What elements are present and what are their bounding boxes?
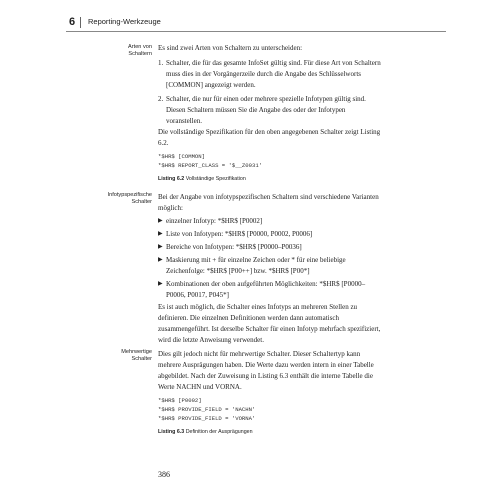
spec-paragraph: Die vollständige Spezifikation für den oben angegebenen Schalter zeigt Listing 6.2. bbox=[158, 128, 381, 147]
merge-paragraph: Es ist auch möglich, die Schalter eines Infotyps an mehreren Stellen zu definieren. Die einzelnen Definitionen werden dann automatisch zusammengeführt. Ist derselbe Schalter für einen Infotyp mehrfach spezifiziert, wird die letzte Anweisung verwendet. bbox=[158, 303, 381, 344]
item-text: Schalter, die nur für einen oder mehrere spezielle Infotypen gültig sind. Diesen Schaltern müssen Sie die Angabe des oder der Infotypen voranstellen. bbox=[166, 95, 366, 125]
infotyp-paragraph: Bei der Angabe von infotypspezifischen Schaltern sind verschiedene Varianten möglich: bbox=[158, 193, 379, 212]
bullet-text: einzelner Infotyp: *$HR$ [P0002] bbox=[166, 217, 263, 225]
margin-note-mehrwertig: Mehrwertige Schalter bbox=[121, 349, 152, 362]
caption-label: Listing 6.2 bbox=[158, 176, 185, 182]
margin-note-arten: Arten von Schaltern bbox=[128, 44, 152, 57]
margin-note-infotyp: Infotypspezifische Schalter bbox=[107, 192, 152, 205]
item-text: Schalter, die für das gesamte InfoSet gültig sind. Für diese Art von Schaltern muss dies in der Vorgängerzeile durch die Angabe des Schlüsselworts [COMMON] angezeigt werden. bbox=[166, 59, 381, 89]
code-listing-6-3 bbox=[158, 396, 255, 423]
code-line: *$HR$ PROVIDE_FIELD = 'NACHN' bbox=[158, 406, 256, 413]
listing-caption-6-3 bbox=[158, 429, 253, 435]
bullet-icon: ▶ bbox=[158, 257, 163, 263]
code-line: *$HR$ [COMMON] bbox=[158, 153, 205, 160]
listing-caption-6-2 bbox=[158, 176, 246, 182]
code-line: *$HR$ [P0002] bbox=[158, 397, 202, 404]
bullet-icon: ▶ bbox=[158, 244, 163, 250]
code-line: *$HR$ REPORT_CLASS = '$__Z0031' bbox=[158, 162, 263, 169]
chapter-title: Reporting-Werkzeuge bbox=[88, 17, 161, 26]
bullet-icon: ▶ bbox=[158, 218, 163, 224]
intro-paragraph: Es sind zwei Arten von Schaltern zu unterscheiden: bbox=[158, 44, 303, 52]
bullet-text: Kombinationen der oben aufgeführten Möglichkeiten: *$HR$ [P0000–P0006, P0017, P045*] bbox=[166, 280, 366, 299]
bullet-text: Bereiche von Infotypen: *$HR$ [P0000–P0036] bbox=[166, 243, 302, 251]
caption-label: Listing 6.3 bbox=[158, 429, 185, 435]
header-rule bbox=[66, 31, 446, 32]
bullet-icon: ▶ bbox=[158, 231, 163, 237]
caption-text: Vollständige Spezifikation bbox=[185, 176, 246, 182]
page-number: 386 bbox=[158, 470, 170, 479]
code-line: *$HR$ PROVIDE_FIELD = 'VORNA' bbox=[158, 415, 256, 422]
bullet-text: Liste von Infotypen: *$HR$ [P0000, P0002, P0006] bbox=[166, 230, 313, 238]
multivalue-paragraph: Dies gilt jedoch nicht für mehrwertige Schalter. Dieser Schaltertyp kann mehrere Ausprägungen haben. Die Werte dazu werden intern in einer Tabelle abgebildet. Nach der Zuweisung in Listing 6.3 enthält die interne Tabelle die Werte NACHN und VORNA. bbox=[158, 350, 374, 391]
chapter-number: 6 bbox=[69, 16, 76, 28]
code-listing-6-2 bbox=[158, 152, 262, 170]
caption-text: Definition der Ausprägungen bbox=[185, 429, 253, 435]
item-number: 1. bbox=[158, 59, 164, 67]
bullet-text: Maskierung mit + für einzelne Zeichen oder * für eine beliebige Zeichenfolge: *$HR$ [P00++] bzw. *$HR$ [P00*] bbox=[166, 256, 346, 275]
item-number: 2. bbox=[158, 95, 164, 103]
running-header bbox=[66, 16, 446, 32]
bullet-icon: ▶ bbox=[158, 281, 163, 287]
header-separator bbox=[80, 17, 81, 28]
